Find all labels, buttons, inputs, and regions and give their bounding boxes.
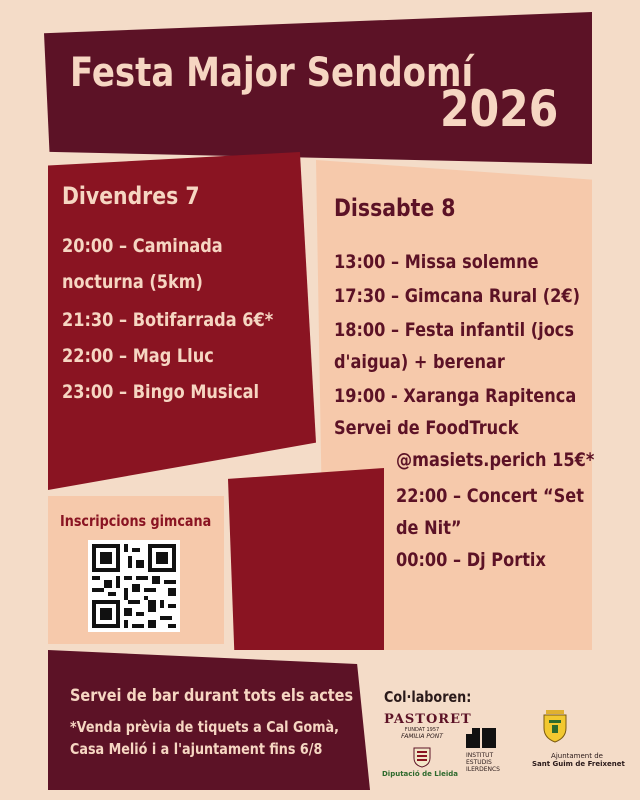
saturday-event: 13:00 – Missa solemne: [334, 251, 539, 273]
saturday-event: Servei de FoodTruck: [334, 417, 519, 439]
poster-year: 2026: [440, 80, 559, 138]
friday-event: 23:00 – Bingo Musical: [62, 381, 260, 403]
decorative-red-block: [228, 468, 384, 650]
friday-event: nocturna (5km): [62, 271, 203, 293]
saturday-event: de Nit”: [396, 517, 462, 539]
poster-title: Festa Major Sendomí: [70, 50, 474, 96]
friday-heading: Divendres 7: [62, 182, 200, 210]
ajuntament-shield-icon: [540, 706, 570, 744]
saturday-event: 19:00 - Xaranga Rapitenca: [334, 385, 577, 407]
pastoret-logo: [384, 712, 472, 740]
saturday-event: 00:00 – Dj Portix: [396, 549, 546, 571]
ajuntament-text: [532, 752, 625, 768]
ticket-note-line: Casa Melió i a l'ajuntament fins 6/8: [70, 740, 323, 758]
institut-logo: [466, 728, 518, 773]
ajuntament-line: Ajuntament de: [551, 752, 603, 760]
institut-name: INSTITUT ESTUDIS ILERDENCS: [466, 752, 500, 773]
friday-event: 21:30 – Botifarrada 6€*: [62, 309, 274, 331]
registration-label: Inscripcions gimcana: [60, 512, 212, 530]
saturday-event: 18:00 – Festa infantil (jocs: [334, 319, 574, 341]
ticket-note-line: *Venda prèvia de tiquets a Cal Gomà,: [70, 718, 339, 736]
saturday-event: d'aigua) + berenar: [334, 351, 505, 373]
saturday-event: 17:30 – Gimcana Rural (2€): [334, 285, 581, 307]
ticket-note: [70, 716, 339, 760]
qr-code-icon[interactable]: [88, 540, 180, 632]
saturday-heading: Dissabte 8: [334, 194, 456, 222]
pastoret-name: PASTORET: [384, 712, 472, 727]
diputacio-crest-icon: [412, 746, 432, 768]
sponsors-label: Col·laboren:: [384, 688, 472, 706]
friday-event: 22:00 – Mag Lluc: [62, 345, 214, 367]
pastoret-sub: FUNDAT 1957: [404, 727, 440, 733]
pastoret-family: FAMILIA PONT: [401, 733, 443, 740]
diputacio-name: Diputació de Lleida: [382, 770, 459, 778]
bar-service-text: Servei de bar durant tots els actes: [70, 686, 354, 706]
ajuntament-line: Sant Guim de Freixenet: [532, 760, 625, 768]
institut-logo-icon: [466, 728, 496, 748]
saturday-event: @masiets.perich 15€*: [396, 449, 595, 471]
saturday-event: 22:00 – Concert “Set: [396, 485, 584, 507]
friday-event: 20:00 – Caminada: [62, 235, 223, 257]
